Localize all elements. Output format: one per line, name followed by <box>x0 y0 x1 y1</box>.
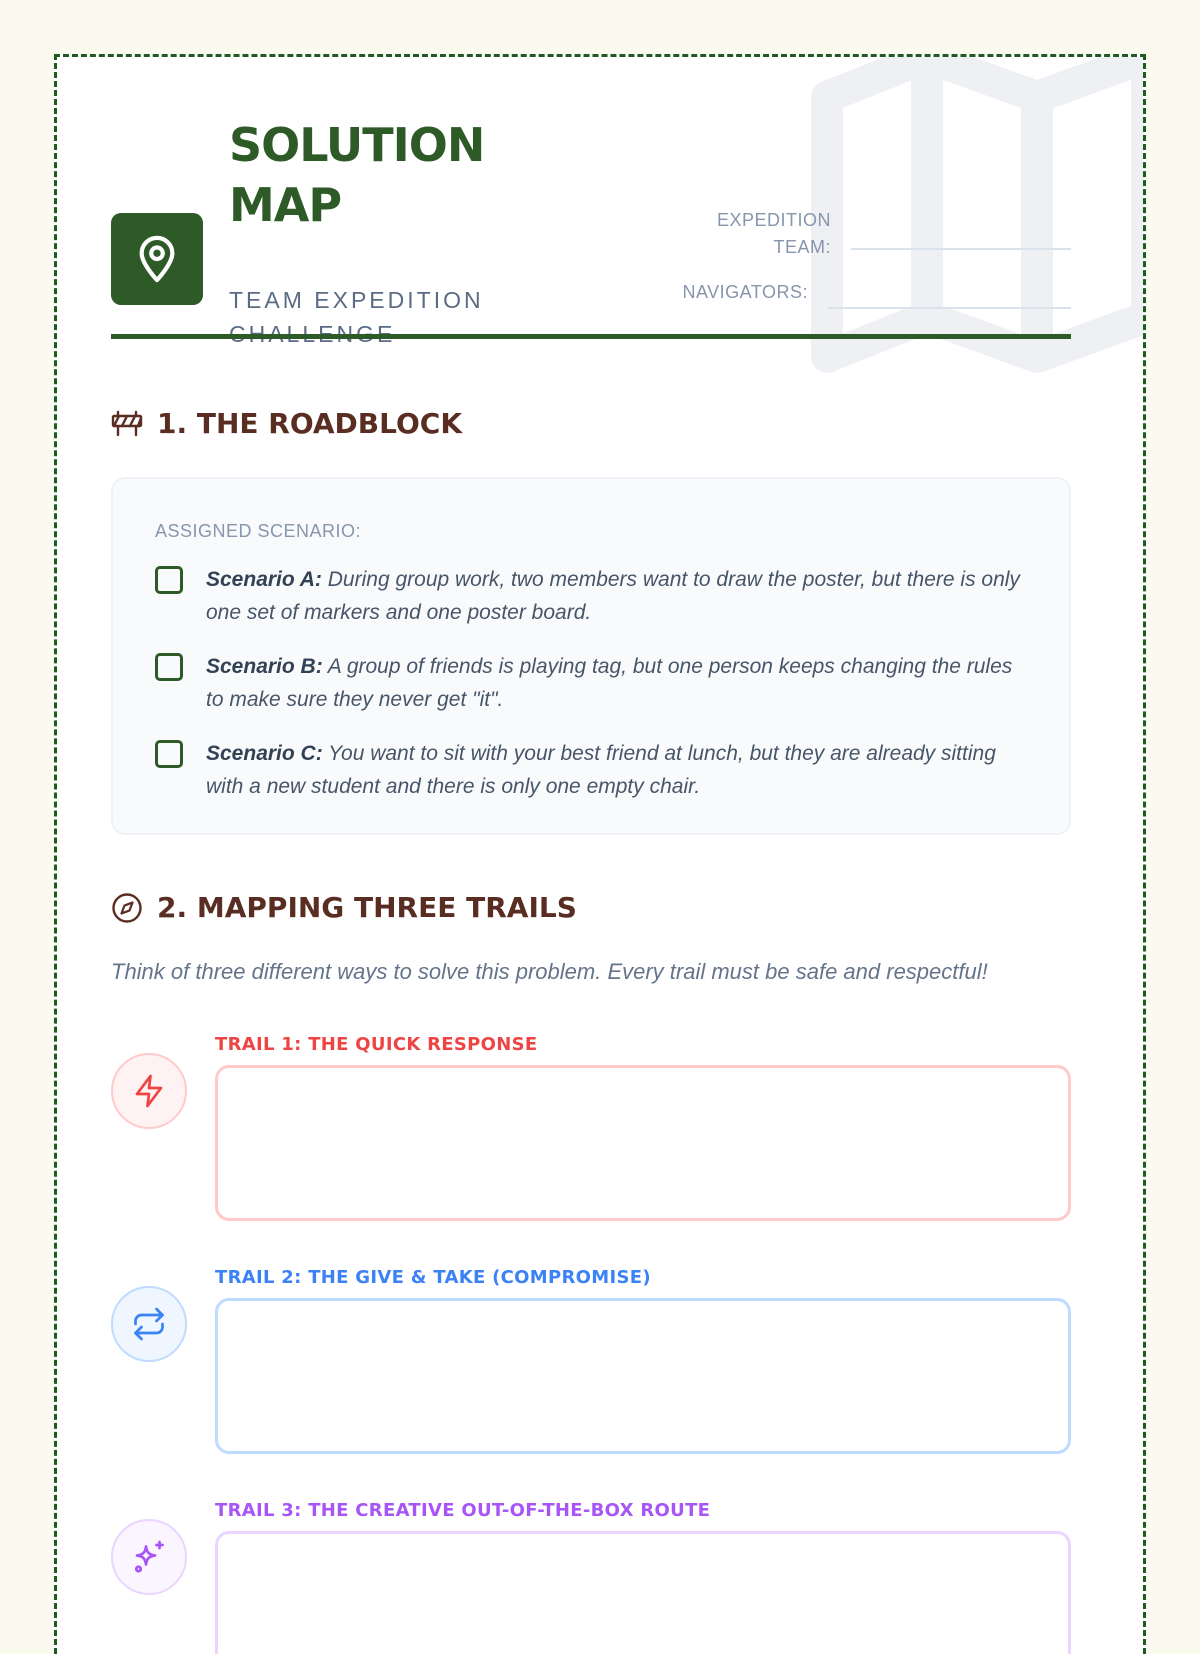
trail-2-badge <box>111 1286 187 1362</box>
label-line: EXPEDITION <box>716 210 831 230</box>
scenario-option[interactable] <box>155 563 1035 629</box>
scenario-description <box>206 563 1035 629</box>
scenario-label: Scenario A: <box>206 568 322 591</box>
scenario-label: Scenario B: <box>206 655 323 678</box>
roadblock-icon <box>111 410 143 438</box>
worksheet-page <box>54 54 1146 1654</box>
trail-1-label: TRAIL 1: THE QUICK RESPONSE <box>215 1034 538 1055</box>
scenario-checkbox[interactable] <box>155 566 183 594</box>
scenario-checkbox[interactable] <box>155 740 183 768</box>
page-title <box>229 115 529 235</box>
logo <box>111 213 203 305</box>
scenario-description <box>206 737 1035 803</box>
scenario-label: Scenario C: <box>206 742 323 765</box>
scenario-text: You want to sit with your best friend at lunch, but they are already sitting with a new student and there is only one empty chair. <box>206 742 996 798</box>
swap-arrows-icon <box>131 1306 167 1342</box>
subtitle-line: TEAM EXPEDITION <box>229 287 484 313</box>
trail-1-answer-box[interactable] <box>215 1065 1071 1221</box>
title-line: SOLUTION <box>229 118 485 172</box>
section-trails-title <box>111 891 577 924</box>
trail-1-badge <box>111 1053 187 1129</box>
title-line: MAP <box>229 178 342 232</box>
navigators-label: NAVIGATORS: <box>682 282 808 302</box>
trail-3-answer-box[interactable] <box>215 1531 1071 1654</box>
lightning-icon <box>131 1073 167 1109</box>
sparkle-icon <box>131 1539 167 1575</box>
page-subtitle <box>229 283 499 351</box>
scenario-text: During group work, two members want to draw the poster, but there is only one set of markers and one poster board. <box>206 568 1020 624</box>
expedition-team-label <box>671 207 831 261</box>
scenario-description <box>206 650 1035 716</box>
scenario-checkbox[interactable] <box>155 653 183 681</box>
scenario-option[interactable] <box>155 650 1035 716</box>
expedition-team-field[interactable] <box>851 248 1071 250</box>
trail-3-badge <box>111 1519 187 1595</box>
scenario-card <box>111 477 1071 835</box>
assigned-scenario-label: ASSIGNED SCENARIO: <box>155 521 362 541</box>
label-line: TEAM: <box>773 237 831 257</box>
map-pin-icon <box>134 234 180 284</box>
scenario-option[interactable] <box>155 737 1035 803</box>
compass-icon <box>111 892 143 924</box>
section-title-text: 1. THE ROADBLOCK <box>157 407 463 440</box>
scenario-text: A group of friends is playing tag, but one person keeps changing the rules to make sure they never get "it". <box>206 655 1013 711</box>
trail-3-label: TRAIL 3: THE CREATIVE OUT-OF-THE-BOX ROUTE <box>215 1500 711 1521</box>
header <box>111 115 1071 337</box>
trail-2-answer-box[interactable] <box>215 1298 1071 1454</box>
trail-2-label: TRAIL 2: THE GIVE & TAKE (COMPROMISE) <box>215 1267 651 1288</box>
section-roadblock-title <box>111 407 462 440</box>
trails-instructions: Think of three different ways to solve this problem. Every trail must be safe and respectful! <box>111 959 988 984</box>
navigators-field[interactable] <box>828 307 1071 309</box>
section-title-text: 2. MAPPING THREE TRAILS <box>157 891 577 924</box>
header-divider <box>111 334 1071 339</box>
